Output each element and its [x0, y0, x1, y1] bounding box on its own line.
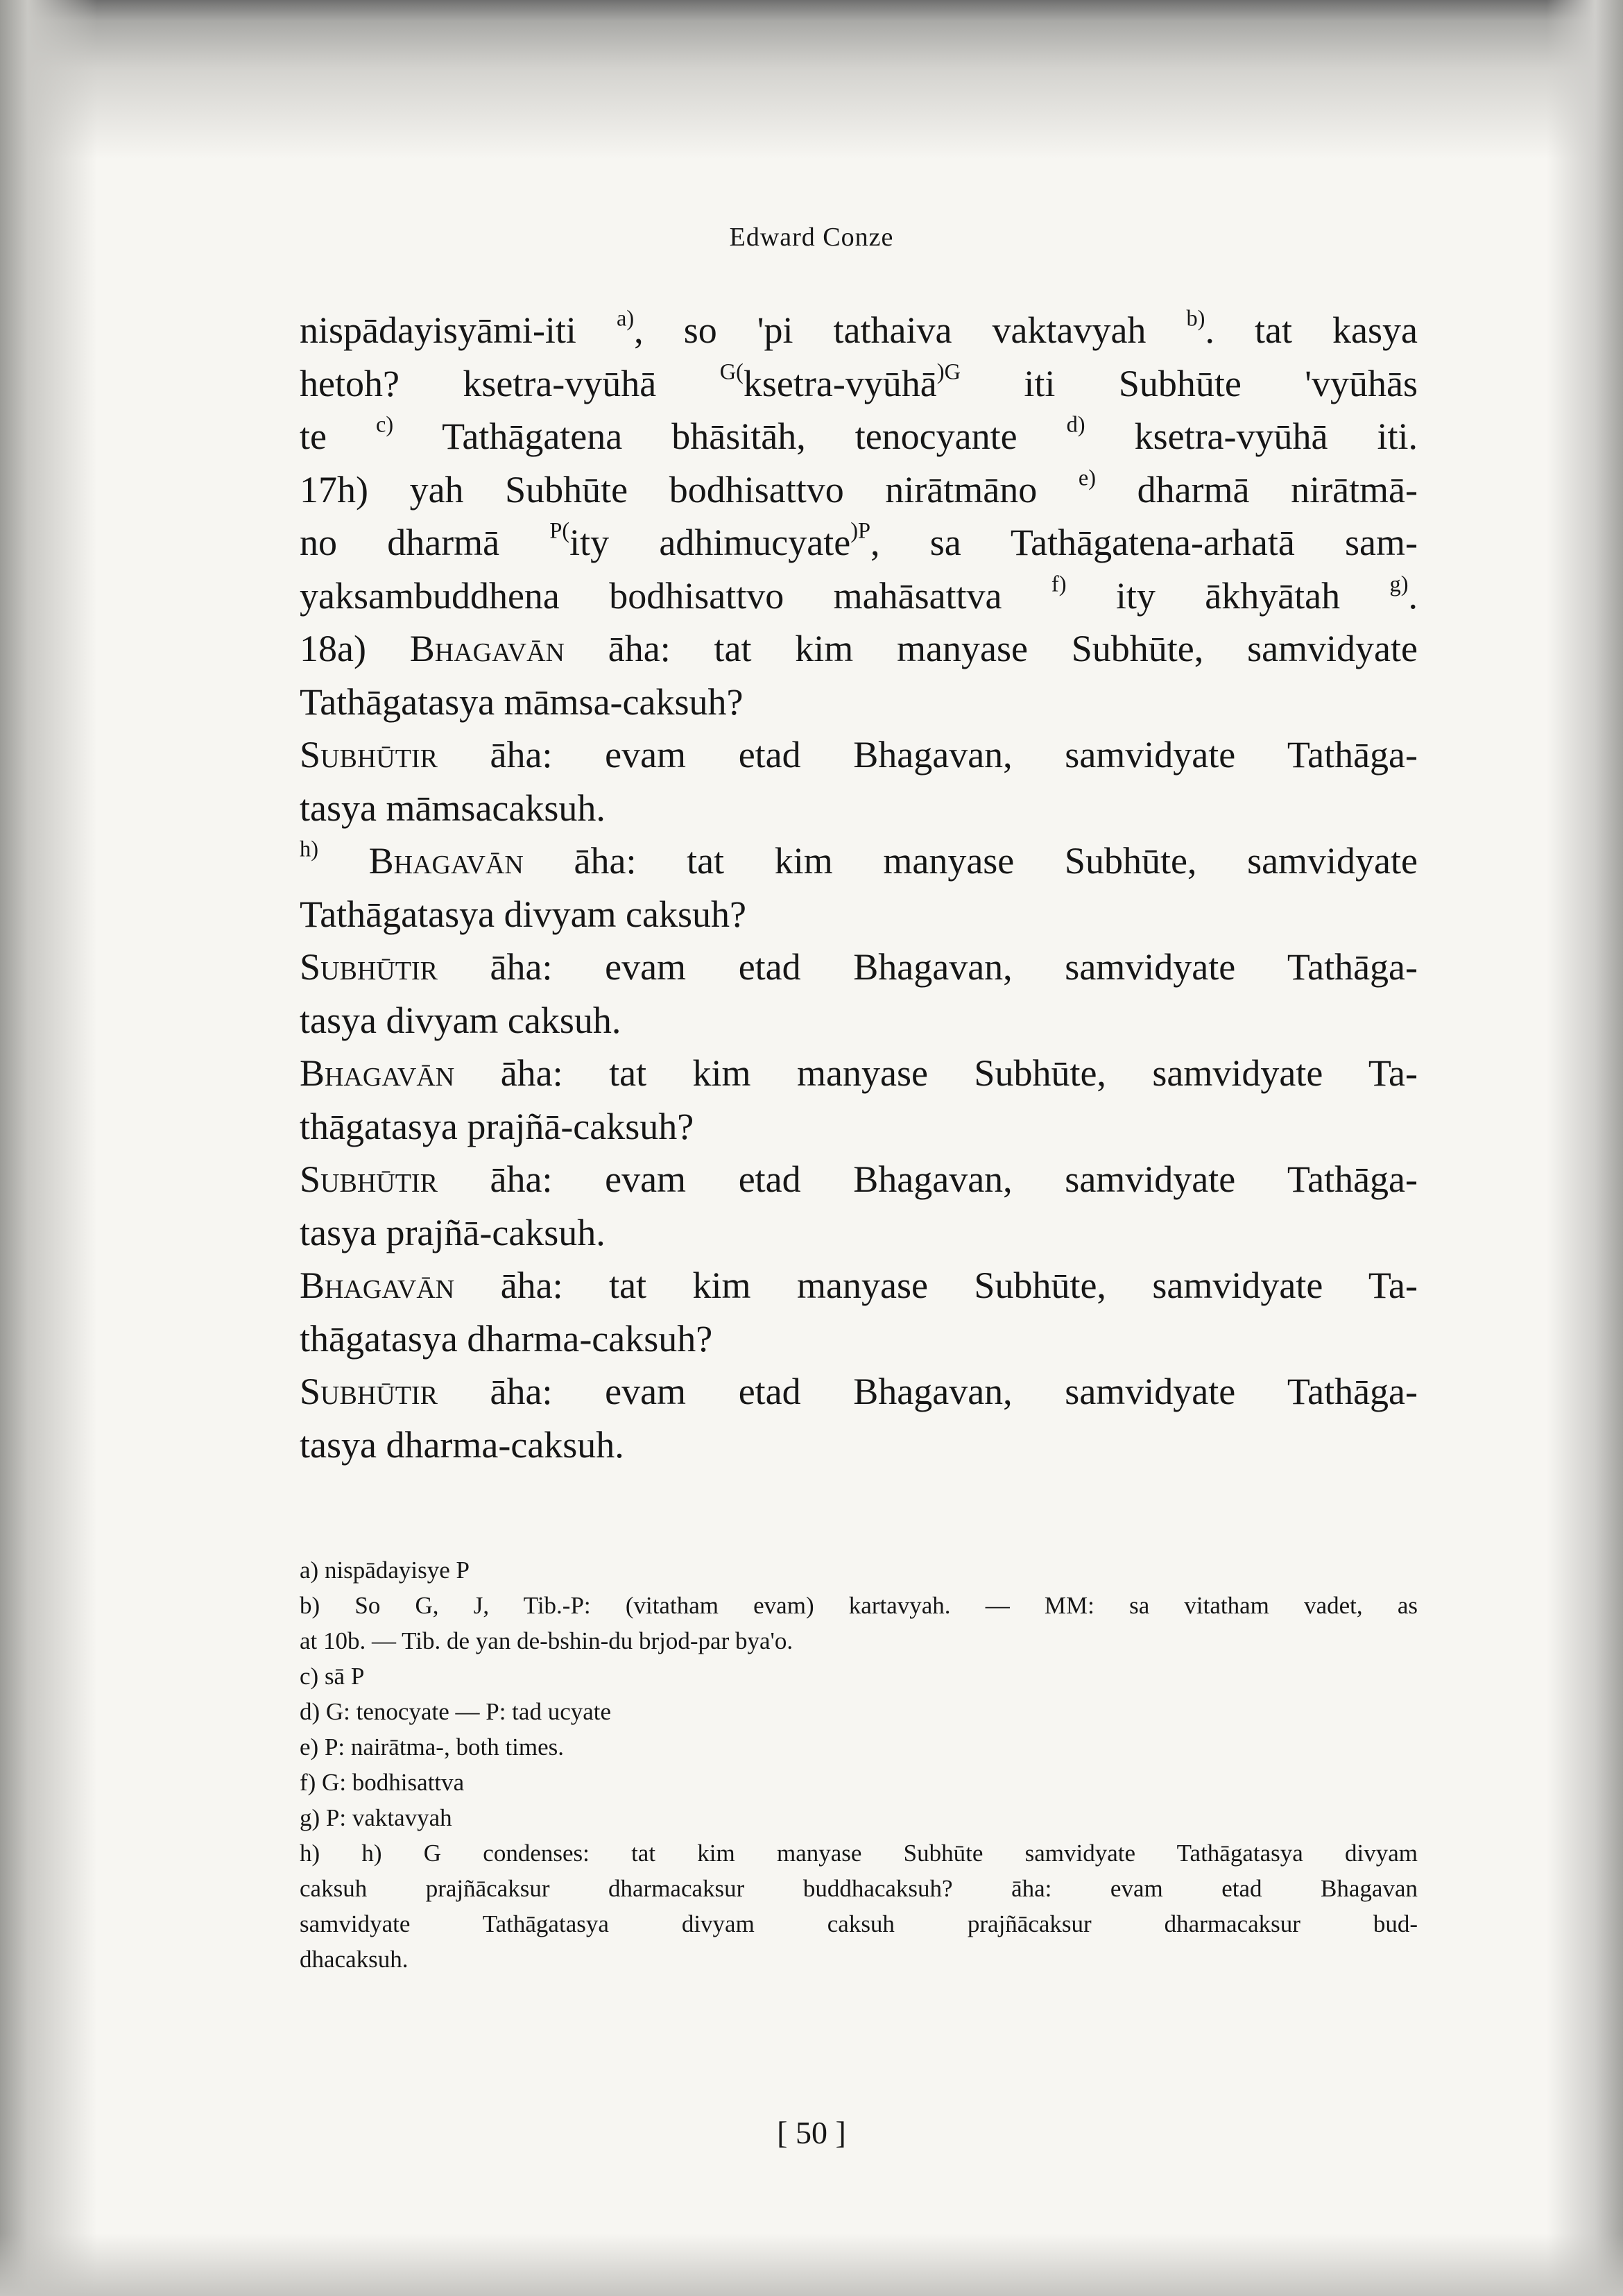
siglum-marker: )P — [850, 518, 871, 544]
body-line: Subhūtir āha: evam etad Bhagavan, samvidyate Tathāga- — [300, 1371, 1418, 1412]
page-number: [ 50 ] — [777, 2115, 846, 2150]
body-line: Subhūtir āha: evam etad Bhagavan, samvidyate Tathāga- — [300, 1158, 1418, 1200]
body-line: nispādayisyāmi-iti $^{a)}$, so 'pi tathaiva vaktavyah $^{b)}$. tat kasya — [300, 306, 1418, 351]
footnote-line: b) So G, J, Tib.-P: (vitatham evam) kartavyah. — MM: sa vitatham vadet, as — [300, 1592, 1418, 1619]
siglum-marker: P( — [549, 518, 570, 544]
body-line: tasya prajñā-caksuh. — [300, 1211, 606, 1253]
body-line: te $^{c)}$ Tathāgatena bhāsitāh, tenocyante $^{d)}$ ksetra-vyūhā iti. — [300, 412, 1418, 457]
body-line: hetoh? ksetra-vyūhā $^{G(}$ksetra-vyūhā$^{)G}$ iti Subhūte 'vyūhās — [300, 359, 1418, 404]
footnote-line: e) P: nairātma-, both times. — [300, 1733, 565, 1760]
note-marker: a) — [616, 306, 635, 332]
body-line: Tathāgatasya māmsa-caksuh? — [300, 680, 744, 723]
body-line: thāgatasya prajñā-caksuh? — [300, 1105, 694, 1147]
body-line: $^{h)}$ Bhagavān āha: tat kim manyase Subhūte, samvidyate — [300, 837, 1418, 882]
note-marker: d) — [1066, 412, 1085, 438]
footnote-line: f) G: bodhisattva — [300, 1769, 465, 1796]
note-marker: f) — [1051, 572, 1067, 597]
body-line: tasya dharma-caksuh. — [300, 1423, 624, 1466]
note-marker: c) — [375, 412, 394, 438]
footnote-line: a) nispādayisye P — [300, 1557, 470, 1584]
body-line: thāgatasya dharma-caksuh? — [300, 1317, 713, 1360]
footnotes — [300, 1552, 1418, 1977]
scan-bottom-shadow — [0, 2234, 1623, 2296]
note-marker: b) — [1186, 306, 1205, 332]
speaker-name: Bhagavān — [300, 1052, 455, 1094]
body-line: 18a) Bhagavān āha: tat kim manyase Subhūte, samvidyate — [300, 628, 1418, 669]
body-line: Bhagavān āha: tat kim manyase Subhūte, samvidyate Ta- — [300, 1265, 1418, 1306]
note-marker: h) — [300, 837, 318, 862]
note-marker: g) — [1389, 572, 1409, 597]
siglum-marker: )G — [936, 359, 961, 385]
speaker-name: Subhūtir — [300, 1158, 438, 1200]
scan-top-shadow — [0, 0, 1623, 160]
body-line: Tathāgatasya divyam caksuh? — [300, 893, 746, 935]
running-header: Edward Conze — [729, 223, 894, 252]
speaker-name: Subhūtir — [300, 1371, 438, 1412]
speaker-name: Subhūtir — [300, 734, 438, 776]
body-line: Subhūtir āha: evam etad Bhagavan, samvidyate Tathāga- — [300, 946, 1418, 988]
note-marker: e) — [1078, 465, 1096, 491]
body-line: no dharmā $^{P(}$ity adhimucyate$^{)P}$, sa Tathāgatena-arhatā sam- — [300, 518, 1418, 563]
footnote-line: dhacaksuh. — [300, 1946, 409, 1973]
body-line: yaksambuddhena bodhisattvo mahāsattva $^{f)}$ ity ākhyātah $^{g)}$. — [300, 572, 1418, 617]
footnote-line: d) G: tenocyate — P: tad ucyate — [300, 1698, 612, 1725]
body-line: Subhūtir āha: evam etad Bhagavan, samvidyate Tathāga- — [300, 734, 1418, 776]
scan-right-shadow — [1547, 0, 1623, 2296]
body-line: tasya māmsacaksuh. — [300, 787, 606, 829]
footnote-line: at 10b. — Tib. de yan de-bshin-du brjod-par bya'o. — [300, 1627, 793, 1654]
main-text — [300, 304, 1418, 1471]
siglum-marker: G( — [719, 359, 744, 385]
speaker-name: Subhūtir — [300, 946, 438, 988]
speaker-name: Bhagavān — [300, 1265, 455, 1306]
footnote-line: samvidyate Tathāgatasya divyam caksuh prajñācaksur dharmacaksur bud- — [300, 1910, 1418, 1937]
speaker-name: Bhagavān — [409, 628, 565, 669]
scan-left-shadow — [0, 0, 97, 2296]
body-line: tasya divyam caksuh. — [300, 999, 621, 1041]
body-line: Bhagavān āha: tat kim manyase Subhūte, samvidyate Ta- — [300, 1052, 1418, 1094]
speaker-name: Bhagavān — [368, 840, 524, 882]
footnote-line: caksuh prajñācaksur dharmacaksur buddhacaksuh? āha: evam etad Bhagavan — [300, 1875, 1418, 1902]
body-line: 17h) yah Subhūte bodhisattvo nirātmāno $^{e)}$ dharmā nirātmā- — [300, 465, 1418, 511]
footnote-line: h) h) G condenses: tat kim manyase Subhūte samvidyate Tathāgatasya divyam — [300, 1840, 1418, 1867]
footnote-line: g) P: vaktavyah — [300, 1804, 452, 1831]
footnote-line: c) sā P — [300, 1663, 365, 1690]
